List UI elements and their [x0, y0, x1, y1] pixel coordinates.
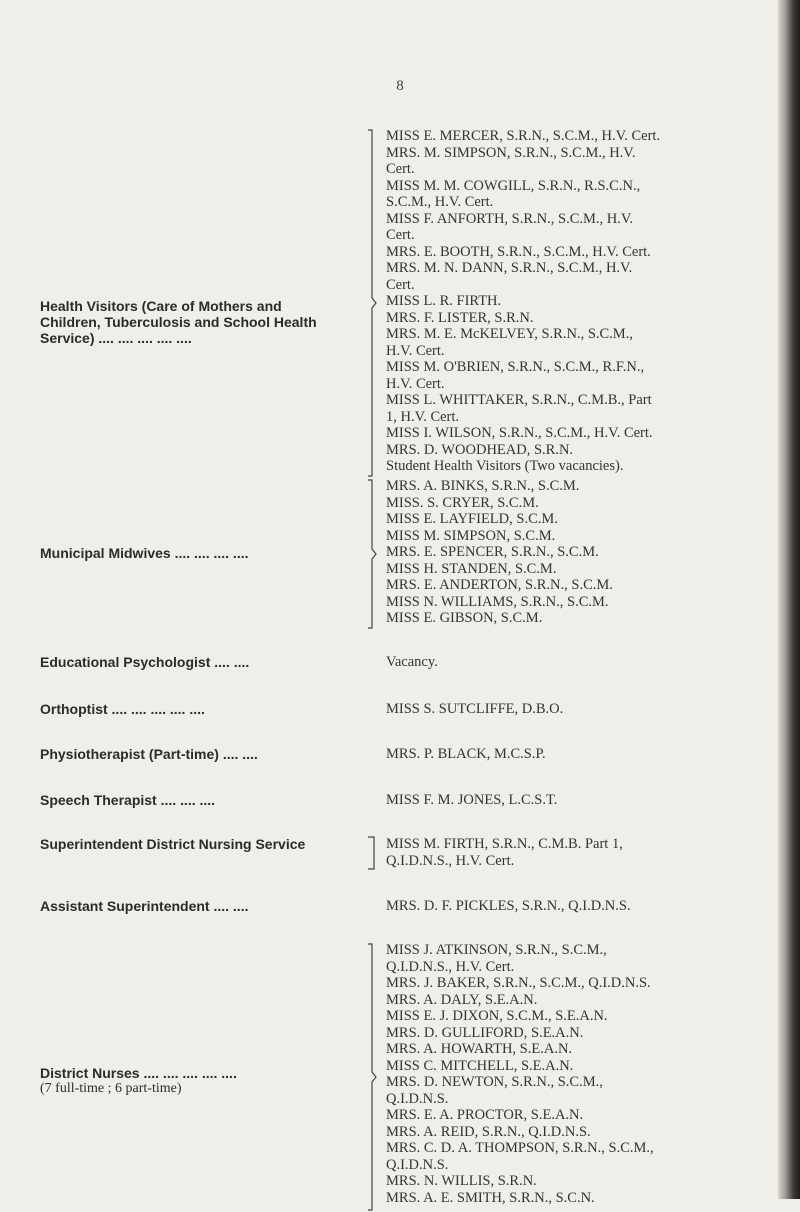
entry: MISS S. SUTCLIFFE, D.B.O. [386, 701, 564, 717]
entry: MISS J. ATKINSON, S.R.N., S.C.M., [386, 942, 607, 958]
entries-municipal-midwives [386, 478, 766, 627]
page-number: 8 [396, 78, 404, 94]
entry: MISS E. GIBSON, S.C.M. [386, 610, 543, 626]
entry: MRS. A. BINKS, S.R.N., S.C.M. [386, 478, 580, 494]
entry: Vacancy. [386, 654, 438, 670]
entry: MRS. D. F. PICKLES, S.R.N., Q.I.D.N.S. [386, 898, 631, 914]
entry: MRS. E. SPENCER, S.R.N., S.C.M. [386, 544, 599, 560]
entry: Cert. [386, 227, 415, 243]
entry: MRS. A. REID, S.R.N., Q.I.D.N.S. [386, 1123, 591, 1140]
entry: Q.I.D.N.S., H.V. Cert. [386, 958, 515, 975]
entry: MRS. A. DALY, S.E.A.N. [386, 991, 538, 1008]
entry: MISS C. MITCHELL, S.E.A.N. [386, 1057, 574, 1074]
entries-speech-therapist [386, 792, 766, 809]
entry: MISS. S. CRYER, S.C.M. [386, 494, 539, 511]
entry: Cert. [386, 276, 415, 293]
binding-edge [778, 0, 800, 1199]
entries-assistant-superintendent [386, 898, 766, 915]
entry: MISS M. SIMPSON, S.C.M. [386, 527, 556, 544]
entry: Cert. [386, 161, 415, 177]
entry: S.C.M., H.V. Cert. [386, 194, 494, 210]
district-nurses-title: District Nurses .... .... .... .... .... [40, 1065, 237, 1081]
entry: MISS I. WILSON, S.R.N., S.C.M., H.V. Cert. [386, 425, 653, 441]
entry: MRS. D. NEWTON, S.R.N., S.C.M., [386, 1074, 603, 1090]
entry: MISS H. STANDEN, S.C.M. [386, 560, 557, 577]
brace-health-visitors [364, 128, 378, 478]
label-orthoptist: Orthoptist .... .... .... .... .... [40, 701, 205, 717]
label-municipal-midwives: Municipal Midwives .... .... .... .... [40, 545, 249, 561]
entry: MRS. E. A. PROCTOR, S.E.A.N. [386, 1107, 584, 1123]
entry: MRS. A. E. SMITH, S.R.N., S.C.N. [386, 1189, 595, 1206]
brace-district-nurses [364, 942, 378, 1212]
label-physiotherapist: Physiotherapist (Part-time) .... .... [40, 746, 258, 762]
brace-superintendent [364, 835, 378, 871]
entries-physiotherapist [386, 746, 766, 763]
entry: MISS F. ANFORTH, S.R.N., S.C.M., H.V. [386, 210, 634, 227]
district-nurses-subtitle: (7 full-time ; 6 part-time) [40, 1081, 182, 1096]
entry: MRS. J. BAKER, S.R.N., S.C.M., Q.I.D.N.S. [386, 975, 651, 991]
entry: H.V. Cert. [386, 375, 445, 392]
entry: MRS. F. LISTER, S.R.N. [386, 309, 534, 326]
brace-municipal-midwives [364, 478, 378, 630]
label-health-visitors: Health Visitors (Care of Mothers and Children, Tuberculosis and School Health Service) .... .... .... .... .... [40, 298, 317, 346]
entry: MISS L. WHITTAKER, S.R.N., C.M.B., Part [386, 392, 652, 408]
entry: MRS. M. N. DANN, S.R.N., S.C.M., H.V. [386, 260, 633, 276]
entries-educational-psychologist [386, 654, 766, 671]
entry: MISS N. WILLIAMS, S.R.N., S.C.M. [386, 593, 609, 610]
entry: 1, H.V. Cert. [386, 408, 460, 425]
entries-district-nurses [386, 942, 766, 1206]
label-assistant-superintendent: Assistant Superintendent .... .... [40, 898, 249, 914]
entry: MRS. E. BOOTH, S.R.N., S.C.M., H.V. Cert. [386, 243, 651, 260]
label-educational-psychologist: Educational Psychologist .... .... [40, 654, 250, 670]
entry: Q.I.D.N.S. [386, 1090, 449, 1107]
entry: H.V. Cert. [386, 342, 445, 359]
entry: Student Health Visitors (Two vacancies). [386, 458, 624, 474]
entry: MRS. E. ANDERTON, S.R.N., S.C.M. [386, 577, 613, 593]
entry: MISS M. O'BRIEN, S.R.N., S.C.M., R.F.N., [386, 359, 645, 375]
entries-orthoptist [386, 701, 766, 718]
entry: MISS E. MERCER, S.R.N., S.C.M., H.V. Cert. [386, 128, 661, 144]
entry: MRS. D. WOODHEAD, S.R.N. [386, 441, 574, 458]
entries-health-visitors [386, 128, 766, 475]
entry: Q.I.D.N.S. [386, 1156, 449, 1173]
entry: MRS. M. SIMPSON, S.R.N., S.C.M., H.V. [386, 144, 636, 161]
entry: MISS L. R. FIRTH. [386, 293, 502, 309]
entry: MRS. P. BLACK, M.C.S.P. [386, 746, 546, 762]
entry: Q.I.D.N.S., H.V. Cert. [386, 852, 515, 869]
entry: MRS. N. WILLIS, S.R.N. [386, 1173, 537, 1189]
entry: MRS. C. D. A. THOMPSON, S.R.N., S.C.M., [386, 1140, 654, 1156]
entry: MISS E. J. DIXON, S.C.M., S.E.A.N. [386, 1008, 608, 1024]
entry: MISS F. M. JONES, L.C.S.T. [386, 792, 558, 808]
entry: MISS M. FIRTH, S.R.N., C.M.B. Part 1, [386, 836, 623, 852]
entry: MISS E. LAYFIELD, S.C.M. [386, 511, 558, 527]
label-superintendent: Superintendent District Nursing Service [40, 836, 306, 852]
entry: MISS M. M. COWGILL, S.R.N., R.S.C.N., [386, 177, 641, 194]
entry: MRS. A. HOWARTH, S.E.A.N. [386, 1041, 573, 1057]
entry: MRS. D. GULLIFORD, S.E.A.N. [386, 1024, 584, 1041]
label-speech-therapist: Speech Therapist .... .... .... [40, 792, 216, 808]
entries-superintendent [386, 836, 766, 869]
label-district-nurses [40, 1065, 340, 1097]
entry: MRS. M. E. McKELVEY, S.R.N., S.C.M., [386, 326, 633, 342]
